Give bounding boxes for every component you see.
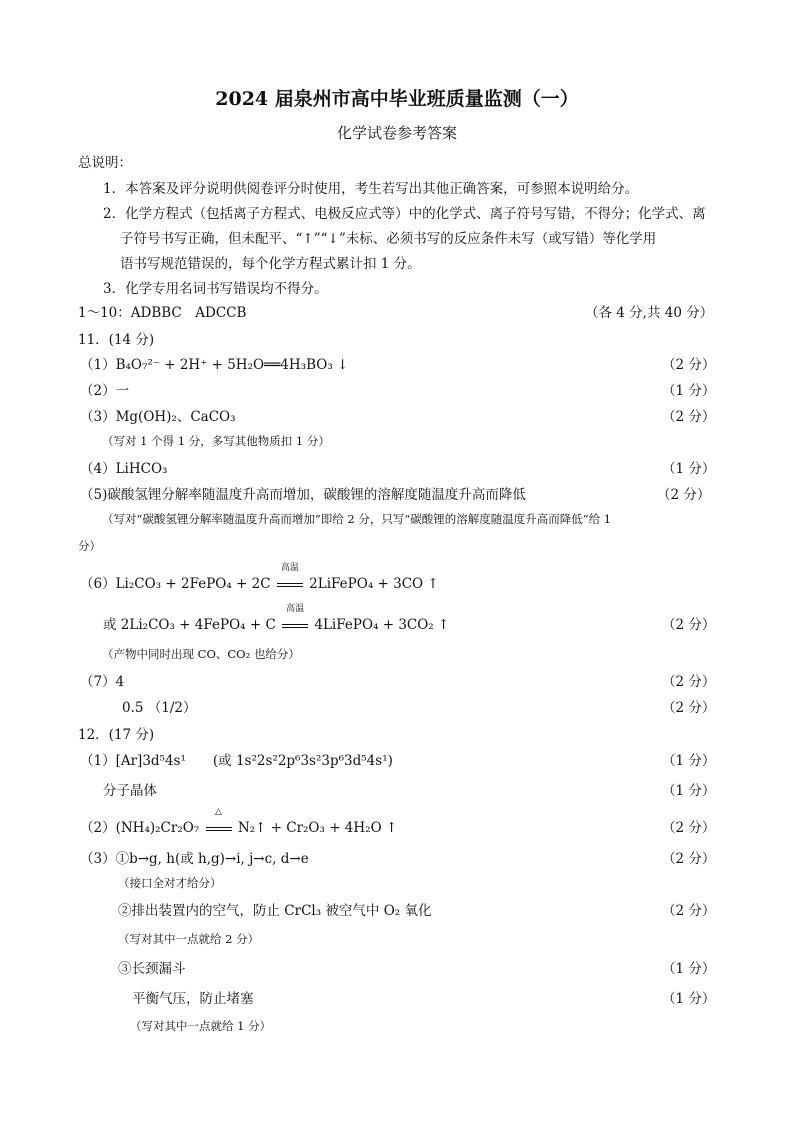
q12-p3-3b: 平衡气压，防止堵塞 [132,991,254,1007]
q11-p2: （2）一 [80,383,130,399]
q11-p7b-score: （2 分） [662,700,716,716]
q11-p5: （5)碳酸氢锂分解率随温度升高而增加，碳酸锂的溶解度随温度升高而降低 [80,487,526,503]
q11-p7b: 0.5 （1/2） [122,700,197,716]
general-item-2: 2．化学方程式（包括离子方程式、电极反应式等）中的化学式、离子符号写错，不得分；化学式、离 [103,206,706,222]
general-label: 总说明： [78,155,132,171]
q11-p6b-left: 或 2Li₂CO₃ + 4FePO₄ + C [103,617,276,633]
q12-p3-2-note: （写对其中一点就给 2 分） [118,932,260,946]
q12-p2-right: N₂↑ + Cr₂O₃ + 4H₂O ↑ [237,820,398,836]
q11-p5-note-1: （写对“碳酸氢锂分解率随温度升高而增加”即给 2 分，只写“碳酸锂的溶解度随温度升高而降低”给 1 [102,512,612,526]
q12-p3-3b-score: （1 分） [662,991,716,1007]
q11-title: 11．(14 分) [78,332,155,348]
reaction-arrow-high-temp [275,563,305,592]
general-item-2-cont2: 语书写规范错误的，每个化学方程式累计扣 1 分。 [120,256,421,272]
q12-p1-score: （1 分） [662,753,716,769]
q11-p7: （7）4 [80,674,125,690]
q11-p1-score: （2 分） [662,357,716,373]
q11-p6b-right: 4LiFePO₄ + 3CO₂ ↑ [314,617,450,633]
q11-p6b-equation [103,604,450,633]
q12-title: 12．(17 分) [78,727,155,743]
q11-p6-note: （产物中同时出现 CO、CO₂ 也给分） [102,647,300,661]
q12-p2-condition: △ [215,807,222,817]
q12-p2-score: （2 分） [662,820,716,836]
q12-p3-3-score: （1 分） [662,961,716,977]
q12-p2-equation [80,807,398,836]
q11-p4-score: （1 分） [662,461,716,477]
general-item-1: 1．本答案及评分说明供阅卷评分时使用，考生若写出其他正确答案，可参照本说明给分。 [103,181,639,197]
q11-p5-note-2: 分） [78,539,101,553]
q12-p1b-score: （1 分） [662,783,716,799]
q11-p3: （3）Mg(OH)₂、CaCO₃ [80,409,236,425]
q12-p3-3: ③长颈漏斗 [118,961,186,977]
q12-p2-label: （2） [80,820,116,836]
q11-p6-label: （6） [80,576,116,592]
page-title: 2024 届泉州市高中毕业班质量监测（一） [215,88,579,110]
page-subtitle: 化学试卷参考答案 [336,124,457,142]
general-item-3: 3．化学专用名词书写错误均不得分。 [103,281,328,297]
q11-p6-score: （2 分） [662,617,716,633]
q11-p3-note: （写对 1 个得 1 分，多写其他物质扣 1 分） [102,434,330,448]
q12-p3-3-note: （写对其中一点就给 1 分） [130,1019,272,1033]
q11-p6b-condition: 高温 [286,604,305,614]
q12-p3-1-note: （接口全对才给分） [118,876,222,890]
q11-p6-left: Li₂CO₃ + 2FePO₄ + 2C [115,576,271,592]
choice-answers: 1～10：ADBBC ADCCB [78,305,247,321]
choice-score: （各 4 分,共 40 分） [585,305,714,321]
reaction-arrow-high-temp-2 [280,604,310,633]
q11-p4: （4）LiHCO₃ [80,461,168,477]
q11-p5-score: （2 分） [657,487,711,503]
q11-p3-score: （2 分） [662,409,716,425]
q12-p3-1: （3）①b→g, h(或 h,g)→i, j→c, d→e [80,851,309,867]
q11-p6-equation [80,563,439,592]
reaction-arrow-heat [204,807,234,836]
q12-p1: （1）[Ar]3d⁵4s¹ (或 1s²2s²2p⁶3s²3p⁶3d⁵4s¹) [80,753,393,769]
q11-p6-condition: 高温 [280,563,299,573]
q11-p7-score: （2 分） [662,674,716,690]
q11-p6-right: 2LiFePO₄ + 3CO ↑ [309,576,439,592]
q11-p2-score: （1 分） [662,383,716,399]
q12-p2-left: (NH₄)₂Cr₂O₇ [115,820,200,836]
q12-p3-2: ②排出装置内的空气，防止 CrCl₃ 被空气中 O₂ 氧化 [118,903,432,919]
q12-p3-2-score: （2 分） [662,903,716,919]
general-item-2-cont: 子符号书写正确，但未配平、“↑”“↓”未标、必须书写的反应条件未写（或写错）等化学用 [120,231,657,247]
q11-p1: （1）B₄O₇²⁻ + 2H⁺ + 5H₂O══4H₃BO₃ ↓ [80,357,349,373]
q12-p1b: 分子晶体 [103,783,157,799]
q12-p3-1-score: （2 分） [662,851,716,867]
